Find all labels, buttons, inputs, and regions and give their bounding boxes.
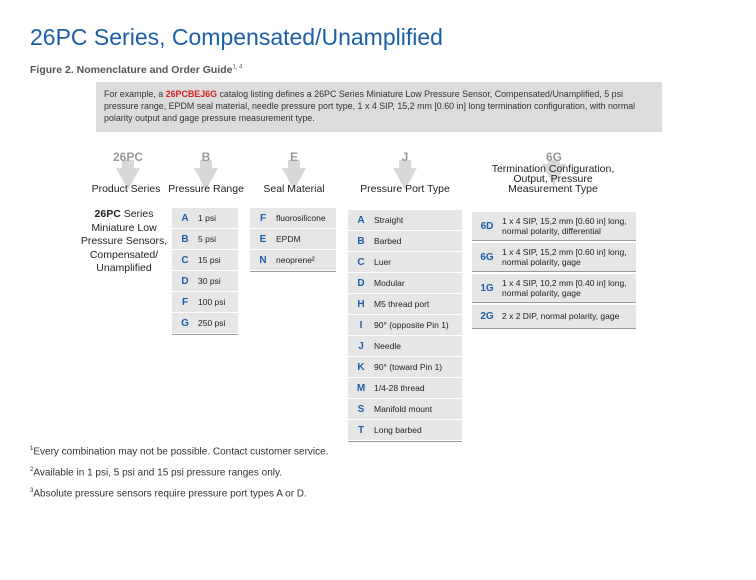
- row-desc: Manifold mount: [374, 404, 433, 414]
- table-row: [348, 420, 462, 441]
- row-desc: 100 psi: [198, 297, 226, 307]
- row-desc: M5 thread port: [374, 299, 430, 309]
- table-row: [348, 294, 462, 315]
- footnote-3-text: Absolute pressure sensors require pressure port types A or D.: [33, 488, 307, 500]
- row-desc: Modular: [374, 278, 405, 288]
- footnote-1-sup: 1: [30, 446, 34, 452]
- header-term-line3: Measurement Type: [508, 183, 598, 195]
- product-desc-line5: Unamplified: [96, 262, 152, 274]
- row-code: 6G: [480, 251, 494, 263]
- row-code: A: [181, 212, 189, 224]
- product-desc-line2: Miniature Low: [91, 221, 157, 234]
- row-code: G: [181, 317, 189, 329]
- table-row: [172, 208, 238, 229]
- row-code: D: [181, 275, 189, 287]
- row-code: D: [357, 277, 365, 289]
- footnote-1: [30, 446, 328, 457]
- row-desc: 1 psi: [198, 213, 216, 223]
- header-port: Pressure Port Type: [360, 183, 450, 195]
- row-desc: 1/4-28 thread: [374, 383, 425, 393]
- row-code: J: [358, 340, 364, 352]
- header-product: Product Series: [91, 183, 161, 195]
- row-desc: Long barbed: [374, 425, 422, 435]
- row-desc: [502, 247, 627, 268]
- product-series-description: [76, 208, 172, 276]
- row-desc: 90° (opposite Pin 1): [374, 320, 449, 330]
- row-desc: Straight: [374, 215, 404, 225]
- row-code: C: [181, 254, 189, 266]
- row-desc: fluorosilicone: [276, 213, 326, 223]
- product-desc-line1: [76, 208, 172, 222]
- product-desc-line4: Compensated/: [89, 248, 159, 261]
- example-box: [96, 82, 662, 132]
- row-code: N: [259, 254, 267, 266]
- product-desc-line3: Pressure Sensors,: [80, 235, 168, 247]
- row-code: T: [357, 424, 365, 436]
- row-code: E: [259, 233, 267, 245]
- row-code: M: [356, 382, 366, 394]
- table-row: [348, 336, 462, 357]
- header-range: Pressure Range: [168, 183, 244, 195]
- row-code: A: [357, 214, 365, 226]
- letter-range: B: [201, 150, 211, 164]
- pressure-range-table: [172, 208, 238, 335]
- letter-seal: E: [289, 150, 298, 164]
- example-code: 26PCBEJ6G: [165, 89, 217, 99]
- example-prefix: For example, a: [104, 89, 166, 99]
- table-row: [472, 274, 636, 303]
- header-term-line1: Termination Configuration,: [491, 163, 615, 175]
- table-row: [348, 231, 462, 252]
- row-desc: Luer: [374, 257, 392, 267]
- row-desc: neoprene²: [276, 255, 315, 265]
- header-term-line2: Output, Pressure: [513, 173, 593, 185]
- row-desc-line2: normal polarity, differential: [502, 226, 601, 236]
- row-desc: 15 psi: [198, 255, 221, 265]
- footnote-2: [30, 467, 282, 478]
- table-row: [348, 210, 462, 231]
- row-code: B: [357, 235, 365, 247]
- row-code: K: [357, 361, 365, 373]
- table-row: [250, 250, 336, 271]
- footnote-2-text: Available in 1 psi, 5 psi and 15 psi pressure ranges only.: [33, 467, 283, 479]
- row-desc: EPDM: [276, 234, 301, 244]
- row-desc: [502, 278, 627, 299]
- row-code: H: [357, 298, 365, 310]
- row-code: I: [359, 319, 363, 331]
- header-seal: Seal Material: [263, 183, 325, 195]
- letter-port: J: [401, 150, 409, 164]
- row-desc: 250 psi: [198, 318, 226, 328]
- table-row: [348, 378, 462, 399]
- row-code: 6D: [480, 220, 494, 232]
- table-row: [348, 357, 462, 378]
- table-row: [172, 229, 238, 250]
- row-code: 2G: [480, 311, 494, 322]
- table-row: [172, 292, 238, 313]
- row-desc: [502, 216, 627, 237]
- table-row: [472, 305, 636, 329]
- product-desc-l1: Series: [120, 208, 154, 220]
- row-code: B: [181, 233, 189, 245]
- table-row: [250, 229, 336, 250]
- figure-caption: [30, 64, 242, 76]
- row-desc: Barbed: [374, 236, 402, 246]
- header-term: [478, 164, 628, 194]
- row-desc-line1: 1 x 4 SIP, 15,2 mm [0.60 in] long,: [502, 215, 627, 226]
- table-row: [172, 250, 238, 271]
- row-desc-line1: 1 x 4 SIP, 10,2 mm [0.40 in] long,: [502, 277, 627, 288]
- figure-caption-sup: 1, 4: [232, 64, 243, 71]
- table-row: [348, 399, 462, 420]
- product-desc-bold: 26PC: [94, 208, 121, 220]
- row-desc: 5 psi: [198, 234, 216, 244]
- figure-caption-text: Figure 2. Nomenclature and Order Guide: [30, 64, 233, 76]
- row-code: F: [259, 212, 267, 224]
- row-desc: 2 x 2 DIP, normal polarity, gage: [502, 311, 620, 322]
- footnote-2-sup: 2: [30, 467, 34, 473]
- row-code: C: [357, 256, 365, 268]
- row-desc: Needle: [374, 341, 401, 351]
- table-row: [172, 313, 238, 334]
- port-type-table: [348, 210, 462, 442]
- page-title: 26PC Series, Compensated/Unamplified: [30, 24, 443, 50]
- row-desc-line2: normal polarity, gage: [502, 257, 581, 267]
- table-row: [472, 212, 636, 241]
- table-row: [348, 273, 462, 294]
- table-row: [172, 271, 238, 292]
- letter-term: 6G: [545, 150, 562, 164]
- footnote-3: [30, 488, 307, 499]
- table-row: [348, 252, 462, 273]
- letter-product: 26PC: [112, 150, 144, 164]
- table-row: [348, 315, 462, 336]
- termination-table: [472, 212, 636, 329]
- example-suffix: catalog listing defines a 26PC Series Miniature Low Pressure Sensor, Compensated/Unamplified, 5 psi pressure range, EPDM seal material, needle pressure port type, 1 x 4 SIP, 15,2 mm [0.60 in] long termination configuration, with normal polarity output and gage pressure measurement type.: [104, 89, 636, 124]
- footnote-1-text: Every combination may not be possible. Contact customer service.: [33, 446, 329, 458]
- footnote-3-sup: 3: [30, 488, 34, 494]
- row-desc: 90° (toward Pin 1): [374, 362, 443, 372]
- table-row: [472, 243, 636, 272]
- row-desc-line2: normal polarity, gage: [502, 288, 581, 298]
- row-code: 1G: [480, 282, 494, 294]
- row-desc-line1: 1 x 4 SIP, 15,2 mm [0.60 in] long,: [502, 246, 627, 257]
- row-code: F: [181, 296, 189, 308]
- table-row: [250, 208, 336, 229]
- row-code: S: [357, 403, 365, 415]
- seal-material-table: [250, 208, 336, 272]
- row-desc: 30 psi: [198, 276, 221, 286]
